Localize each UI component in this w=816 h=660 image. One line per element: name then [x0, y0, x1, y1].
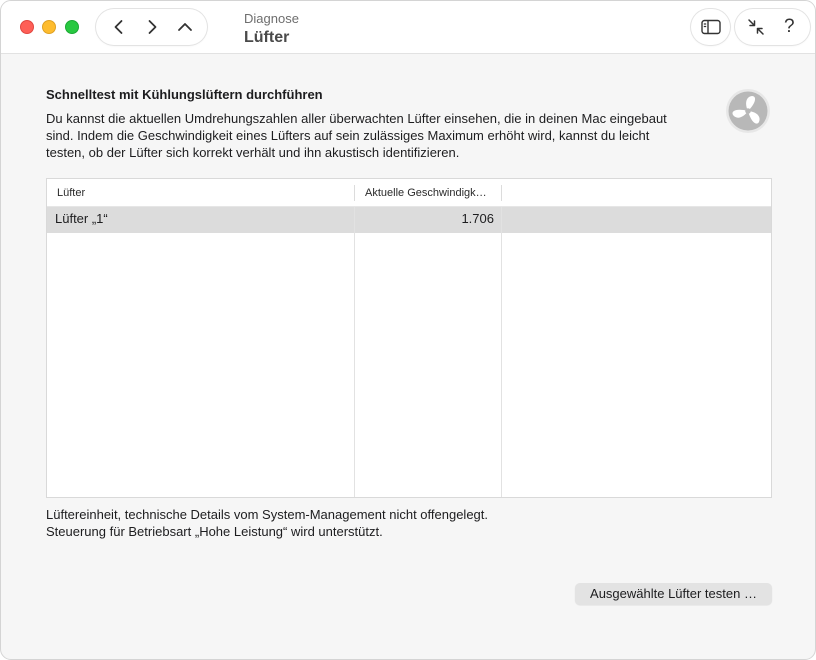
- description-line: sind. Indem die Geschwindigkeit eines Lüfters auf sein zulässiges Maximum erhöht wird, kannst du leicht: [46, 128, 650, 143]
- fan-name-cell: Lüfter „1“: [55, 211, 108, 226]
- breadcrumb: Diagnose: [244, 11, 299, 26]
- description: [46, 110, 706, 161]
- titlebar: [1, 1, 815, 54]
- navigation-group: [96, 9, 207, 45]
- title-area: [244, 11, 299, 48]
- test-selected-fans-button[interactable]: Ausgewählte Lüfter testen …: [575, 583, 772, 605]
- info-line: Steuerung für Betriebsart „Hohe Leistung“ wird unterstützt.: [46, 524, 383, 539]
- up-button[interactable]: [170, 13, 200, 41]
- section-title: Schnelltest mit Kühlungslüftern durchführen: [46, 87, 323, 102]
- sidebar-icon: [701, 19, 721, 35]
- chevron-left-icon: [111, 19, 127, 35]
- table-header: [47, 179, 771, 207]
- collapse-arrows-icon: [747, 18, 765, 36]
- zoom-window-button[interactable]: [65, 20, 79, 34]
- window-actions-group: [735, 9, 810, 45]
- info-line: Lüftereinheit, technische Details vom System-Management nicht offengelegt.: [46, 507, 488, 522]
- forward-button[interactable]: [137, 13, 167, 41]
- help-button[interactable]: [774, 13, 804, 41]
- fan-info: [46, 506, 488, 540]
- column-header-fan[interactable]: Lüfter: [57, 187, 86, 199]
- description-line: testen, ob der Lüfter sich korrekt verhält und ihn akustisch identifizieren.: [46, 145, 460, 160]
- collapse-button[interactable]: [741, 13, 771, 41]
- column-gridline: [501, 207, 502, 497]
- close-window-button[interactable]: [20, 20, 34, 34]
- fan-speed-cell: 1.706: [461, 211, 494, 226]
- page-title: Lüfter: [244, 29, 290, 46]
- chevron-up-icon: [177, 19, 193, 35]
- column-gridline: [354, 207, 355, 497]
- column-divider[interactable]: [354, 185, 355, 201]
- column-divider[interactable]: [501, 185, 502, 201]
- description-line: Du kannst die aktuellen Umdrehungszahlen aller überwachten Lüfter einsehen, die in deinen Mac eingebaut: [46, 111, 667, 126]
- fan-table[interactable]: [46, 178, 772, 498]
- column-header-speed[interactable]: Aktuelle Geschwindigk…: [365, 187, 487, 199]
- fan-icon: [725, 88, 771, 134]
- minimize-window-button[interactable]: [42, 20, 56, 34]
- question-mark-icon: ?: [783, 16, 795, 37]
- table-row[interactable]: [47, 207, 771, 233]
- back-button[interactable]: [104, 13, 134, 41]
- sidebar-toggle-button[interactable]: [691, 9, 730, 45]
- chevron-right-icon: [144, 19, 160, 35]
